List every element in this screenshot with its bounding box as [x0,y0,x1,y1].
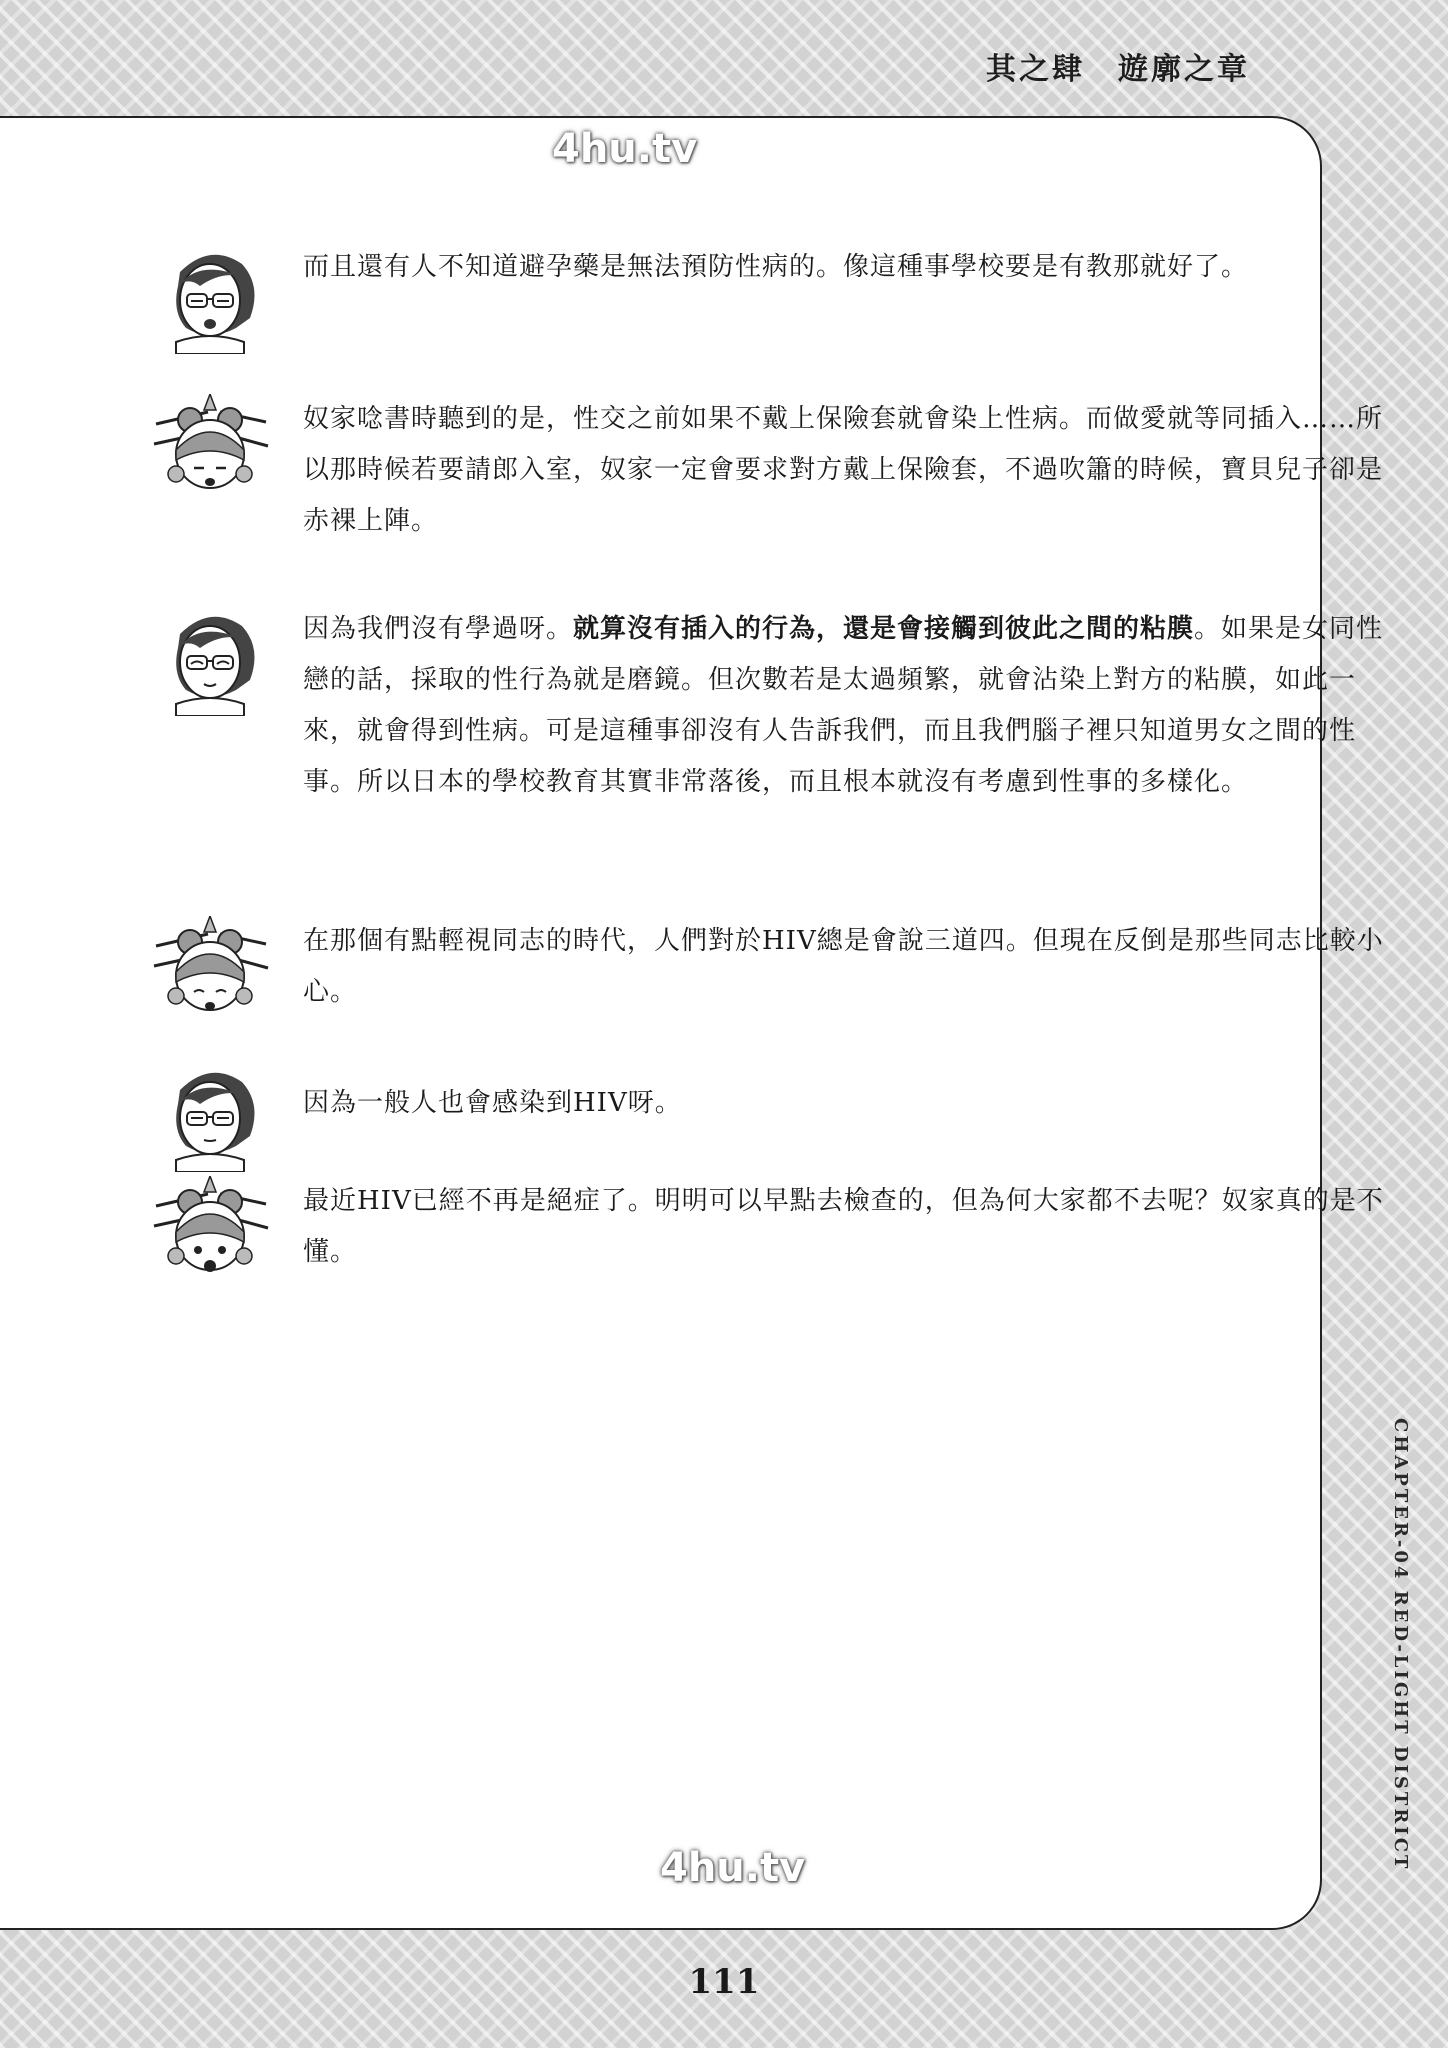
dialogue-text-lead: 因為我們沒有學過呀。 [303,614,574,644]
dialogue-text [303,604,1393,808]
oiran-avatar [150,1176,270,1288]
dialogue-text: 最近HIV已經不再是絕症了。明明可以早點去檢查的，但為何大家都不去呢？奴家真的是不懂。 [303,1186,1384,1267]
glasses-woman-avatar [150,242,270,354]
chapter-header-title: 其之肆 遊廓之章 [986,52,1250,87]
dialogue-text-bold: 就算沒有插入的行為，還是會接觸到彼此之間的粘膜 [573,614,1195,644]
page-number: 111 [688,1962,760,2002]
dialogue-text-rest: 。如果是女同性戀的話，採取的性行為就是磨鏡。但次數若是太過頻繁，就會沾染上對方的粘膜，如此一來，就會得到性病。可是這種事卻沒有人告訴我們，而且我們腦子裡只知道男女之間的性事。所以日本的學校教育其實非常落後，而且根本就沒有考慮到性事的多樣化。 [303,614,1384,797]
watermark-bottom: 4hu.tv [660,1845,806,1891]
watermark-top: 4hu.tv [552,126,698,172]
dialogue-text: 奴家唸書時聽到的是，性交之前如果不戴上保險套就會染上性病。而做愛就等同插入……所以那時候若要請郎入室，奴家一定會要求對方戴上保險套，不過吹簫的時候，寶貝兒子卻是赤裸上陣。 [303,404,1384,536]
dialogue-text: 因為一般人也會感染到HIV呀。 [303,1088,682,1118]
dialogue-text: 在那個有點輕視同志的時代，人們對於HIV總是會說三道四。但現在反倒是那些同志比較小心。 [303,926,1384,1007]
dialogue-text: 而且還有人不知道避孕藥是無法預防性病的。像這種事學校要是有教那就好了。 [303,252,1249,282]
chapter-side-label: CHAPTER-04 RED-LIGHT DISTRICT [1390,1418,1411,1872]
glasses-woman-avatar [150,1060,270,1172]
glasses-woman-avatar [150,604,270,716]
oiran-avatar [150,394,270,506]
oiran-avatar [150,916,270,1028]
